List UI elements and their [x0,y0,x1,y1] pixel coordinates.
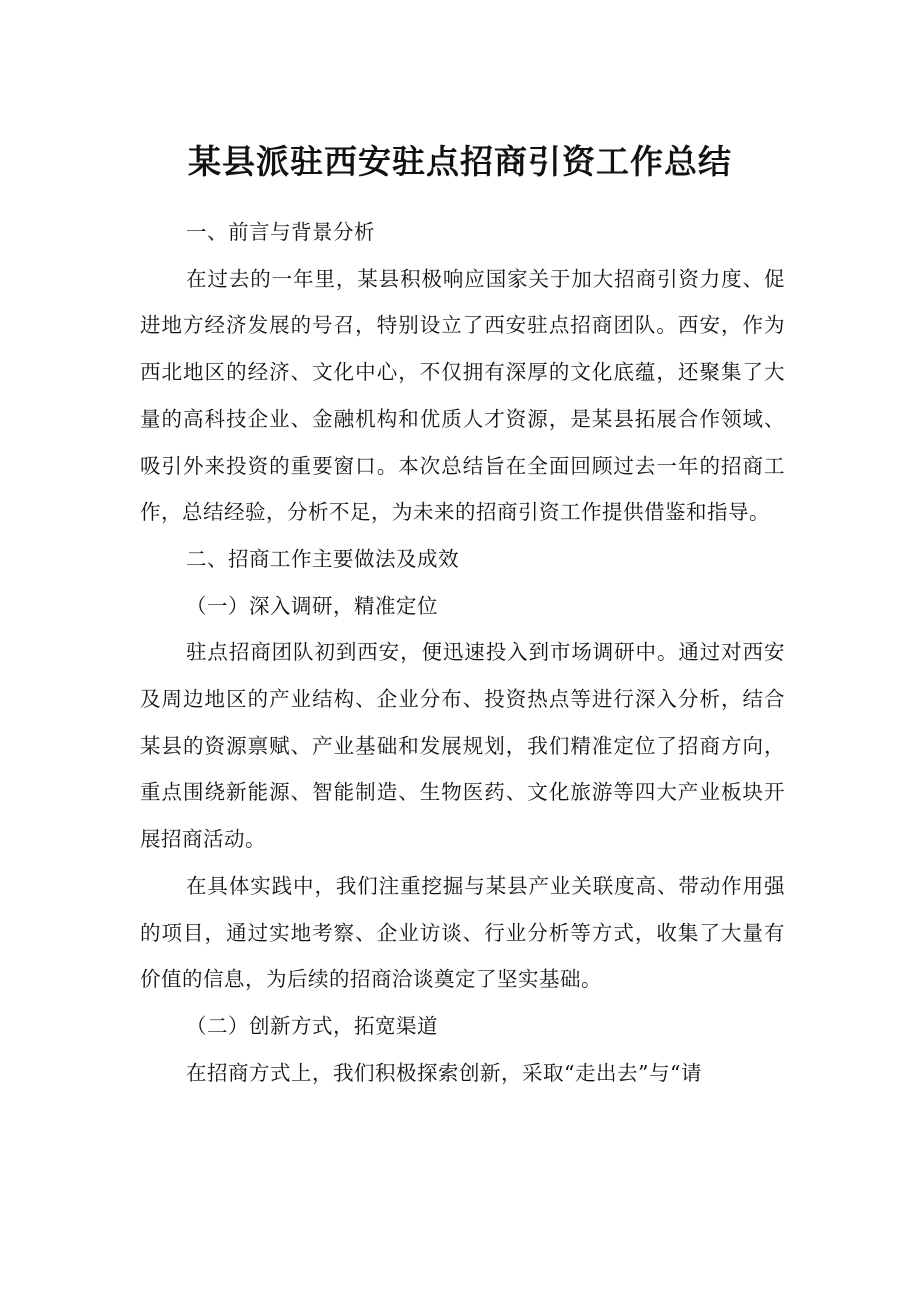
section-heading-1: 一、前言与背景分析 [186,220,375,244]
body-paragraph: 在具体实践中，我们注重挖掘与某县产业关联度高、带动作用强的项目，通过实地考察、企业访谈、行业分析等方式，收集了大量有价值的信息，为后续的招商洽谈奠定了坚实基础。 [140,873,785,992]
body-paragraph: 驻点招商团队初到西安，便迅速投入到市场调研中。通过对西安及周边地区的产业结构、企业分布、投资热点等进行深入分析，结合某县的资源禀赋、产业基础和发展规划，我们精准定位了招商方向，重点围绕新能源、智能制造、生物医药、文化旅游等四大产业板块开展招商活动。 [140,640,785,852]
subsection-heading-1: （一）深入调研，精准定位 [186,593,438,618]
body-paragraph: 在招商方式上，我们积极探索创新，采取“走出去”与“请 [186,1060,702,1085]
section-heading-2: 二、招商工作主要做法及成效 [186,546,459,571]
body-paragraph: 在过去的一年里，某县积极响应国家关于加大招商引资力度、促进地方经济发展的号召，特别设立了西安驻点招商团队。西安，作为西北地区的经济、文化中心，不仅拥有深厚的文化底蕴，还聚集了大量的高科技企业、金融机构和优质人才资源，是某县拓展合作领域、吸引外来投资的重要窗口。本次总结旨在全面回顾过去一年的招商工作，总结经验，分析不足，为未来的招商引资工作提供借鉴和指导。 [140,266,785,525]
document-title: 某县派驻西安驻点招商引资工作总结 [188,142,732,181]
subsection-heading-2: （二）创新方式，拓宽渠道 [186,1013,438,1038]
document-body [140,209,785,1096]
